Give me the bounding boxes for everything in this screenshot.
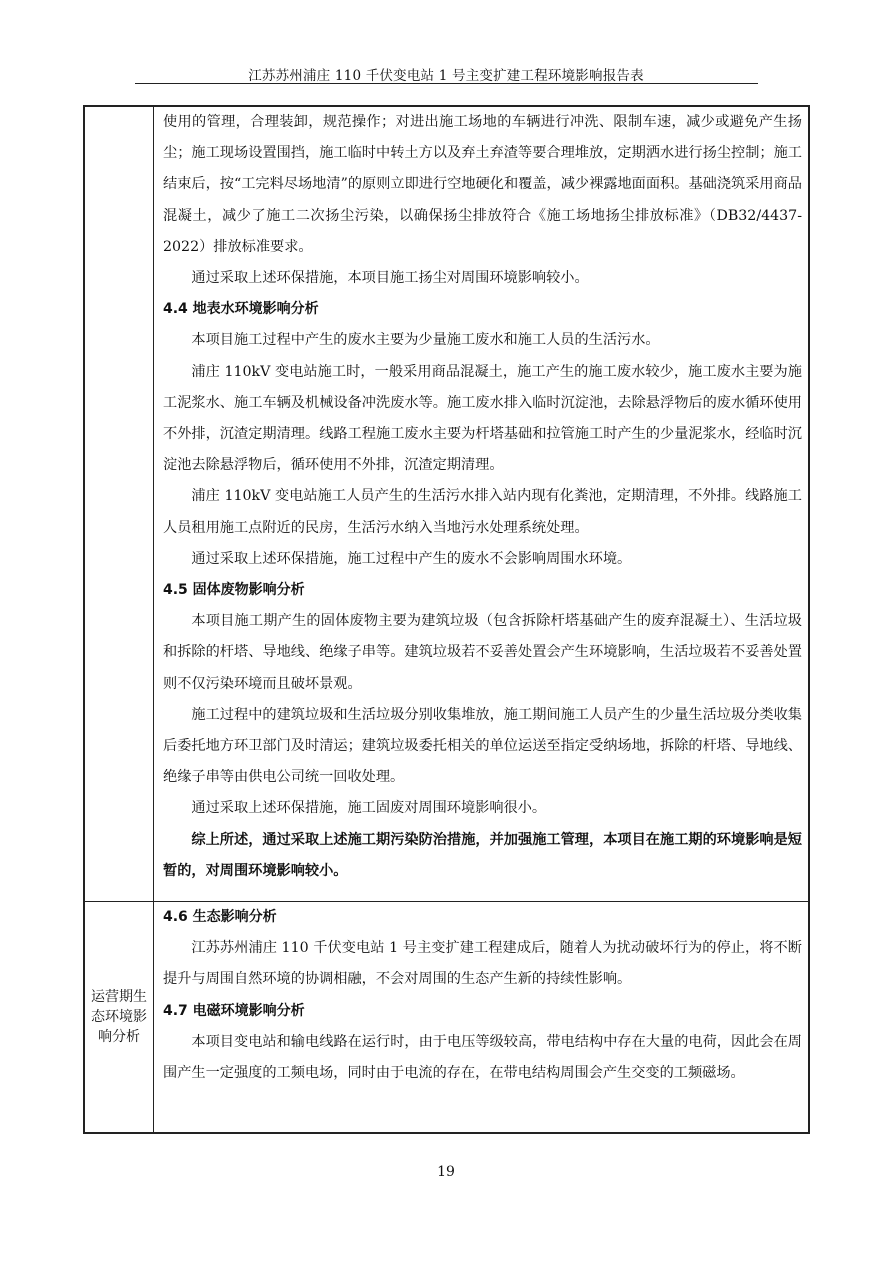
content-cell <box>155 902 808 1132</box>
operation-phase-row <box>85 902 808 1132</box>
content-cell <box>155 107 808 901</box>
paragraph: 本项目施工过程中产生的废水主要为少量施工废水和施工人员的生活污水。 <box>191 332 660 349</box>
paragraph: 本项目变电站和输电线路在运行时，由于电压等级较高，带电结构中存在大量的电荷，因此会在周围产生一定强度的工频电场，同时由于电流的存在，在带电结构周围会产生交变的工频磁场。 <box>163 1033 802 1082</box>
header-rule <box>135 83 758 84</box>
page-number: 19 <box>437 1164 455 1180</box>
paragraph: 通过采取上述环保措施，施工固废对周围环境影响很小。 <box>191 800 547 817</box>
row-label-cell <box>85 902 154 1132</box>
summary-paragraph: 综上所述，通过采取上述施工期污染防治措施，并加强施工管理，本项目在施工期的环境影响是短暂的，对周围环境影响较小。 <box>163 831 802 879</box>
header-title: 江苏苏州浦庄 110 千伏变电站 1 号主变扩建工程环境影响报告表 <box>248 68 644 84</box>
construction-phase-row <box>85 107 808 902</box>
section-heading: 4.5 固体废物影响分析 <box>163 582 305 599</box>
section-heading: 4.6 生态影响分析 <box>163 909 277 925</box>
row-label: 运营期生态环境影响分析 <box>91 989 147 1045</box>
row-label-cell <box>85 107 154 901</box>
paragraph: 使用的管理，合理装卸，规范操作；对进出施工场地的车辆进行冲洗、限制车速，减少或避免产生扬尘；施工现场设置围挡，施工临时中转土方以及弃土弃渣等要合理堆放，定期洒水进行扬尘控制；施工结束后，按“工完料尽场地清”的原则立即进行空地硬化和覆盖，减少裸露地面面积。基础浇筑采用商品混凝土，减少了施工二次扬尘污染，以确保扬尘排放符合《施工场地扬尘排放标准》（DB32/4437-2022）排放标准要求。 <box>163 114 802 255</box>
section-heading: 4.7 电磁环境影响分析 <box>163 1002 305 1019</box>
report-table <box>83 105 810 1134</box>
paragraph: 浦庄 110kV 变电站施工人员产生的生活污水排入站内现有化粪池，定期清理，不外排。线路施工人员租用施工点附近的民房，生活污水纳入当地污水处理系统处理。 <box>163 488 802 536</box>
paragraph: 施工过程中的建筑垃圾和生活垃圾分别收集堆放，施工期间施工人员产生的少量生活垃圾分类收集后委托地方环卫部门及时清运；建筑垃圾委托相关的单位运送至指定受纳场地，拆除的杆塔、导地线、绝缘子串等由供电公司统一回收处理。 <box>163 706 802 786</box>
paragraph: 通过采取上述环保措施，本项目施工扬尘对周围环境影响较小。 <box>191 270 589 287</box>
paragraph: 浦庄 110kV 变电站施工时，一般采用商品混凝土，施工产生的施工废水较少，施工废水主要为施工泥浆水、施工车辆及机械设备冲洗废水等。施工废水排入临时沉淀池，去除悬浮物后的废水循环使用不外排，沉渣定期清理。线路工程施工废水主要为杆塔基础和拉管施工时产生的少量泥浆水，经临时沉淀池去除悬浮物后，循环使用不外排，沉渣定期清理。 <box>163 363 802 474</box>
paragraph: 通过采取上述环保措施，施工过程中产生的废水不会影响周围水环境。 <box>191 550 632 567</box>
paragraph: 江苏苏州浦庄 110 千伏变电站 1 号主变扩建工程建成后，随着人为扰动破坏行为的停止，将不断提升与周围自然环境的协调相融，不会对周围的生态产生新的持续性影响。 <box>163 940 802 988</box>
paragraph: 本项目施工期产生的固体废物主要为建筑垃圾（包含拆除杆塔基础产生的废弃混凝土）、生活垃圾和拆除的杆塔、导地线、绝缘子串等。建筑垃圾若不妥善处置会产生环境影响，生活垃圾若不妥善处置则不仅污染环境而且破坏景观。 <box>163 613 802 692</box>
section-heading: 4.4 地表水环境影响分析 <box>163 301 319 318</box>
